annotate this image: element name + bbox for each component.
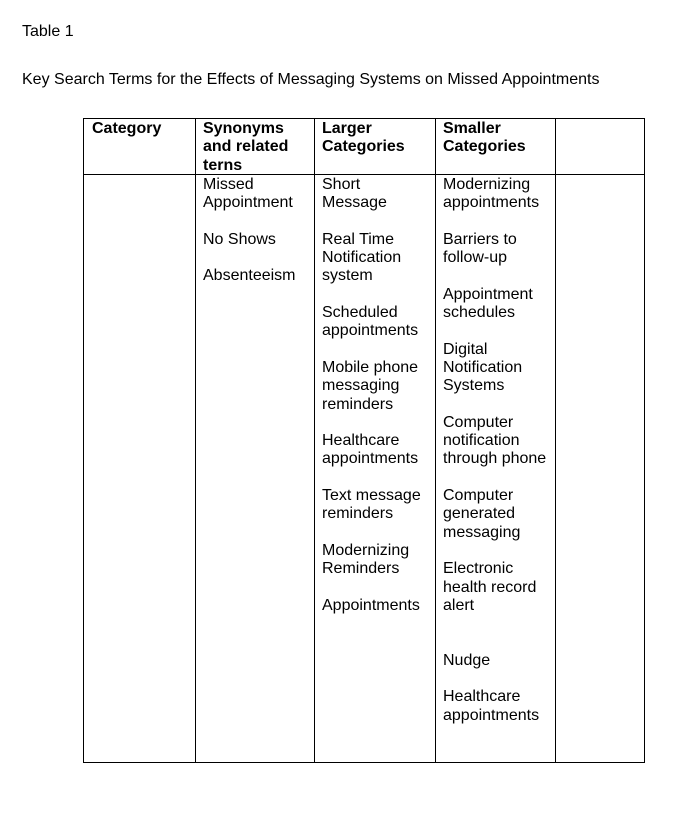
list-item: No Shows bbox=[203, 230, 276, 248]
list-item: Mobile phone messaging reminders bbox=[322, 358, 419, 413]
smaller-categories-column bbox=[443, 176, 546, 725]
header-smaller-categories: Smaller Categories bbox=[443, 120, 526, 156]
list-item: Electronic health record alert bbox=[443, 560, 537, 614]
list-item: Text message reminders bbox=[322, 487, 421, 523]
list-item: Nudge bbox=[443, 651, 491, 669]
list-item: Healthcare appointments bbox=[322, 432, 419, 468]
column-divider-3 bbox=[435, 119, 436, 762]
list-item: Modernizing Reminders bbox=[322, 541, 410, 578]
list-item: Appointments bbox=[322, 596, 420, 614]
larger-categories-column bbox=[322, 176, 421, 615]
list-item: Absenteeism bbox=[203, 267, 296, 285]
header-divider bbox=[84, 174, 644, 175]
header-larger-categories: Larger Categories bbox=[322, 120, 405, 156]
header-synonyms: Synonyms and related terns bbox=[203, 120, 289, 174]
list-item: Barriers to follow-up bbox=[443, 230, 517, 267]
list-item: Short Message bbox=[322, 176, 387, 212]
table-label: Table 1 bbox=[22, 23, 74, 40]
list-item: Real Time Notification system bbox=[322, 230, 402, 285]
list-item: Healthcare appointments bbox=[443, 688, 540, 724]
list-item: Digital Notification Systems bbox=[443, 340, 523, 395]
column-divider-2 bbox=[314, 119, 315, 762]
list-item: Computer notification through phone bbox=[443, 413, 547, 468]
column-divider-4 bbox=[555, 119, 556, 762]
list-item: Scheduled appointments bbox=[322, 304, 419, 340]
table-title: Key Search Terms for the Effects of Messaging Systems on Missed Appointments bbox=[22, 71, 600, 88]
list-item: Missed Appointment bbox=[203, 176, 293, 212]
list-item: Appointment schedules bbox=[443, 285, 533, 322]
synonyms-column bbox=[203, 176, 296, 286]
header-category: Category bbox=[92, 120, 162, 137]
search-terms-table bbox=[83, 118, 645, 763]
list-item: Computer generated messaging bbox=[443, 487, 521, 541]
list-item: Modernizing appointments bbox=[443, 176, 540, 212]
column-divider-1 bbox=[195, 119, 196, 762]
